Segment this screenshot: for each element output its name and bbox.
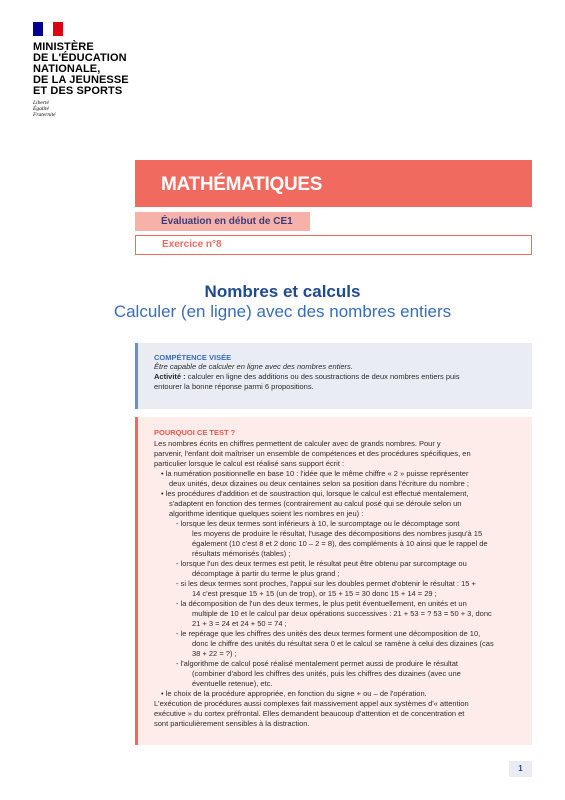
- why-line: éventuelle retenue), etc.: [192, 679, 273, 688]
- why-line: sont particulièrement sensibles à la distraction.: [154, 719, 310, 728]
- why-line: les moyens de produire le résultat, l'usage des décompositions des nombres jusqu'à 15: [192, 529, 483, 538]
- ministry-line: DE L'ÉDUCATION: [33, 52, 127, 64]
- why-line: (combiner d'abord les chiffres des unités, puis les chiffres des dizaines (avec une: [192, 669, 461, 678]
- why-line: L'exécution de procédures aussi complexes fait massivement appel aux systèmes d'« attention: [154, 699, 469, 708]
- why-line: également (10 c'est 8 et 2 donc 10 – 2 = 8), des compléments à 10 ainsi que le rappel de: [192, 539, 488, 548]
- why-this-test-box: [135, 417, 532, 745]
- exercise-band: [135, 235, 532, 255]
- ministry-line: NATIONALE,: [33, 63, 101, 75]
- subject-title: MATHÉMATIQUES: [161, 174, 323, 195]
- ministry-line: DE LA JEUNESSE: [33, 74, 129, 86]
- why-line: multiple de 10 et le calcul par deux opérations successives : 21 + 53 = ? 53 = 50 + 3, donc: [192, 609, 492, 618]
- evaluation-band: [135, 212, 310, 231]
- why-line: Les nombres écrits en chiffres permettent de calculer avec de grands nombres. Pour y: [154, 439, 441, 448]
- page-title: Nombres et calculs: [204, 282, 361, 301]
- why-line: parvenir, l'enfant doit maîtriser un ensemble de compétences et des procédures spécifiques, en: [154, 449, 471, 458]
- activity-label: Activité :: [154, 372, 186, 381]
- why-line: s'adaptent en fonction des termes (contrairement au calcul posé qui se déroule selon un: [169, 499, 462, 508]
- motto-line: Liberté: [33, 100, 49, 106]
- why-heading: POURQUOI CE TEST ?: [154, 428, 236, 437]
- competence-heading: COMPÉTENCE VISÉE: [154, 353, 232, 362]
- exercise-label: Exercice n°8: [162, 239, 222, 250]
- why-line: exécutive » du cortex préfrontal. Elles demandent beaucoup d'attention et de concentration et: [154, 709, 465, 718]
- ministry-name: [33, 42, 153, 97]
- competence-text: Être capable de calculer en ligne avec des nombres entiers.: [154, 362, 353, 371]
- why-line: particulier lorsque le calcul est réalisé sans support écrit :: [154, 459, 345, 468]
- activity-line-continued: entourer la bonne réponse parmi 6 propositions.: [154, 382, 314, 391]
- why-line: décomptage à partir du terme le plus grand ;: [192, 569, 340, 578]
- why-line: deux unités, deux dizaines ou deux centaines selon sa position dans l'écriture du nombre ;: [169, 479, 469, 488]
- why-line: • le choix de la procédure appropriée, en fonction du signe + ou – de l'opération.: [161, 689, 427, 698]
- ministry-line: ET DES SPORTS: [33, 85, 123, 97]
- activity-text: calculer en ligne des additions ou des soustractions de deux nombres entiers puis: [185, 372, 460, 381]
- ministry-logo: [33, 22, 153, 118]
- why-line: - le repérage que les chiffres des unités des deux termes forment une décomposition de 10,: [176, 629, 481, 638]
- subject-band: [135, 160, 532, 207]
- motto-line: Fraternité: [33, 112, 56, 118]
- why-line: 21 + 3 = 24 et 24 + 50 = 74 ;: [192, 619, 287, 628]
- activity-line: [154, 372, 522, 382]
- why-line: - lorsque l'un des deux termes est petit, le résultat peut être obtenu par surcomptage ou: [176, 559, 467, 568]
- page-number: 1: [509, 761, 532, 777]
- why-line: - lorsque les deux termes sont inférieurs à 10, le surcomptage ou le décomptage sont: [176, 519, 460, 528]
- why-line: résultats mémorisés (tables) ;: [192, 549, 291, 558]
- republic-motto: [33, 100, 153, 118]
- why-line: donc le chiffre des unités du résultat sera 0 et le calcul se ramène à celui des dizaines (cas: [192, 639, 494, 648]
- why-line: - la décomposition de l'un des deux termes, le plus petit éventuellement, en unités et un: [176, 599, 467, 608]
- why-line: • la numération positionnelle en base 10 : l'idée que le même chiffre « 2 » puisse représenter: [161, 469, 469, 478]
- why-body: [154, 439, 522, 729]
- why-line: - si les deux termes sont proches, l'appui sur les doubles permet d'obtenir le résultat : 15 +: [176, 579, 476, 588]
- why-line: 14 c'est presque 15 + 15 (un de trop), or 15 + 15 = 30 donc 15 + 14 = 29 ;: [192, 589, 437, 598]
- why-line: algorithme identique quelques soient les nombres en jeu) :: [169, 509, 364, 518]
- page-subtitle: Calculer (en ligne) avec des nombres entiers: [113, 302, 452, 321]
- document-header: [135, 160, 532, 255]
- why-line: • les procédures d'addition et de soustraction qui, lorsque le calcul est effectué mentalement,: [161, 489, 469, 498]
- competence-box: [135, 343, 532, 409]
- ministry-line: MINISTÈRE: [33, 41, 94, 53]
- french-flag-icon: [33, 22, 63, 36]
- why-line: 38 + 22 = ?) ;: [192, 649, 237, 658]
- evaluation-label: Évaluation en début de CE1: [161, 216, 293, 227]
- why-line: - l'algorithme de calcul posé réalisé mentalement permet aussi de produire le résultat: [176, 659, 458, 668]
- motto-line: Égalité: [33, 106, 49, 112]
